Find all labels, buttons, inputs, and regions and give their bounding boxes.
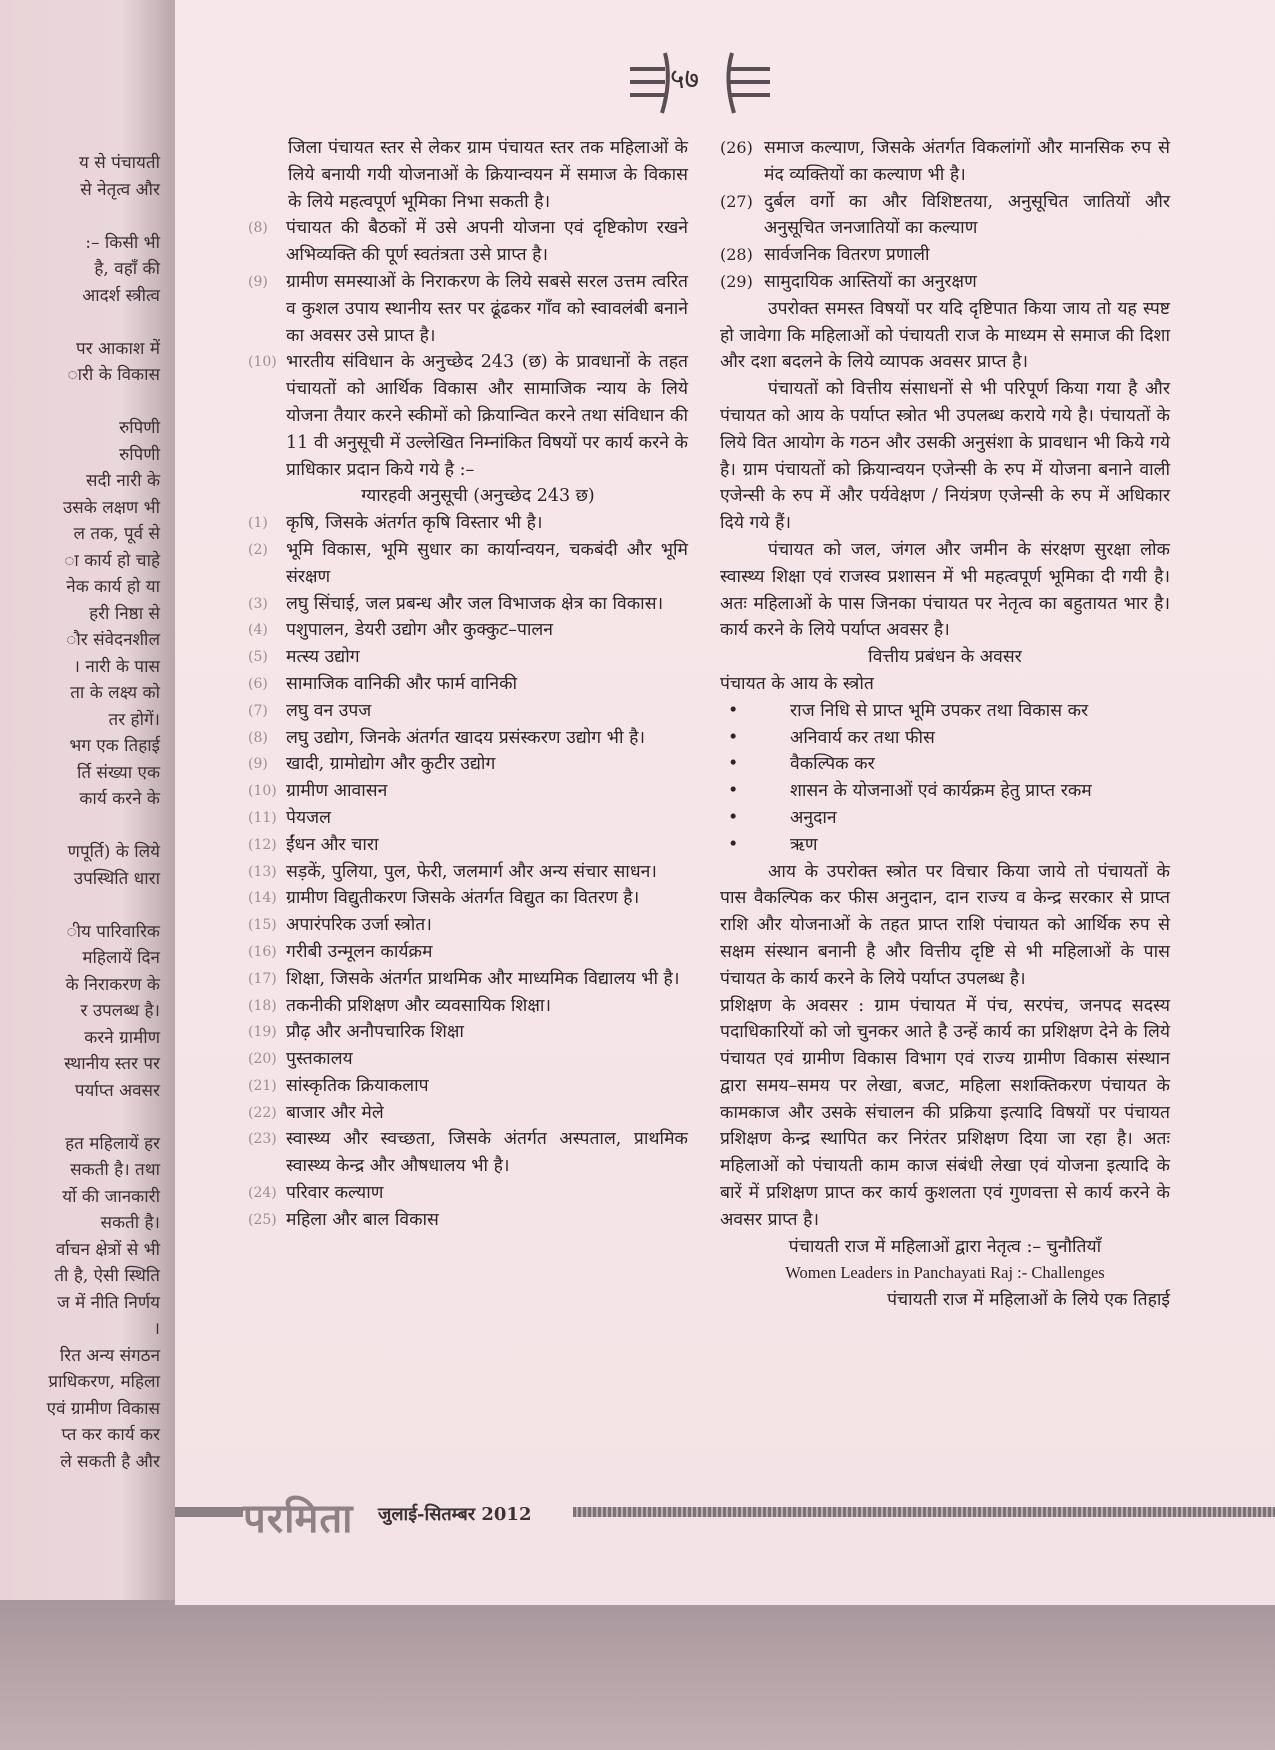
item-number: (29) bbox=[720, 271, 753, 291]
item-number: (8) bbox=[248, 729, 268, 746]
previous-page-line: हत महिलायें हर bbox=[65, 1133, 160, 1154]
item-number: (6) bbox=[248, 675, 268, 692]
previous-page-line: ारी के विकास bbox=[67, 365, 160, 385]
item-number: (18) bbox=[248, 997, 277, 1014]
previous-page-line: ल तक, पूर्व से bbox=[73, 524, 160, 544]
item-text: लघु उद्योग, जिनके अंतर्गत खादय प्रसंस्करण उद्योग भी है। bbox=[286, 727, 646, 748]
paragraph-5: प्रशिक्षण के अवसर : ग्राम पंचायत में पंच, सरपंच, जनपद सदस्य पदाधिकारियों को जो चुनकर आते है उन्हें कार्य का प्रशिक्षण देने के लिये पंचायत एवं ग्रामीण विकास विभाग एवं राज्य ग्रामीण विकास संस्थान द्वारा समय–समय पर लेखा, बजट, महिला सशक्तिकरण पंचायत के कामकाज और उसके संचालन की प्रक्रिया इत्यादि विषयों पर पंचायत प्रशिक्षण केन्द्र स्थापित कर निरंतर प्रशिक्षण दिया जा रहा है। अतः महिलाओं को पंचायती काम काज संबंधी लेखा एवं योजना इत्यादि के बारें में प्रशिक्षण प्राप्त कर कार्य कुशलता एवं गुणवत्ता से कार्य करने के अवसर प्राप्त है। bbox=[720, 995, 1170, 1230]
previous-page-line: सकती है। bbox=[100, 1213, 160, 1233]
item-number: (20) bbox=[248, 1051, 277, 1068]
intro-paragraph: जिला पंचायत स्तर से लेकर ग्राम पंचायत स्तर तक महिलाओं के लिये बनायी गयी योजनाओं के क्रियान्वयन में समाज के विकास के लिये महत्वपूर्ण भूमिका निभा सकती है। bbox=[288, 138, 688, 212]
page-number: ५७ bbox=[670, 62, 700, 95]
item-text: अपारंपरिक उर्जा स्त्रोत। bbox=[286, 915, 432, 936]
previous-page-line: एवं ग्रामीण विकास bbox=[46, 1398, 160, 1419]
item-number: (10) bbox=[248, 783, 277, 800]
item-text: पंचायत की बैठकों में उसे अपनी योजना एवं दृष्टिकोण रखने अभिव्यक्ति की पूर्ण स्वतंत्रता उसे प्राप्त है। bbox=[286, 218, 688, 266]
item-number: (10) bbox=[248, 354, 277, 371]
previous-page-line: र्ति संख्या एक bbox=[76, 762, 160, 783]
item-text: ग्रामीण समस्याओं के निराकरण के लिये सबसे सरल उत्तम त्वरित व कुशल उपाय स्थानीय स्तर पर ढूंढकर गाँव को स्वावलंबी बनाने का अवसर उसे प्राप्त है। bbox=[286, 271, 688, 346]
previous-page-line bbox=[0, 309, 170, 336]
list-item bbox=[248, 1073, 688, 1100]
list-item bbox=[248, 966, 688, 993]
previous-page-line: करने ग्रामीण bbox=[84, 1027, 160, 1048]
income-sources-list bbox=[720, 698, 1170, 859]
list-item bbox=[248, 939, 688, 966]
item-text: महिला और बाल विकास bbox=[286, 1209, 439, 1230]
previous-page-line bbox=[0, 203, 170, 230]
leadership-heading-english: Women Leaders in Panchayati Raj :- Challenges bbox=[785, 1263, 1105, 1283]
income-source-text: शासन के योजनाओं एवं कार्यक्रम हेतु प्राप्त रकम bbox=[790, 781, 1092, 802]
item-text: गरीबी उन्मूलन कार्यक्रम bbox=[286, 941, 433, 962]
bullet-icon: • bbox=[728, 834, 739, 855]
previous-page-line: हरी निष्ठा से bbox=[89, 603, 160, 624]
income-source-item bbox=[720, 751, 1170, 778]
previous-page-line: स्थानीय स्तर पर bbox=[64, 1054, 160, 1074]
item-number: (9) bbox=[248, 273, 268, 290]
schedule-heading: ग्यारहवी अनुसूची (अनुच्छेद 243 छ) bbox=[361, 486, 595, 507]
paragraph-3: पंचायत को जल, जंगल और जमीन के संरक्षण सुरक्षा लोक स्वास्थ्य शिक्षा एवं राजस्व प्रशासन में भी महत्वपूर्ण भूमिका दी गयी है। अतः महिलाओं के पास जिनका पंचायत पर नेतृत्व का बहुतायत भार है। कार्य करने के लिये पर्याप्त अवसर है। bbox=[720, 539, 1170, 641]
previous-page-line: के निराकरण के bbox=[65, 974, 160, 995]
magazine-logo: परमिता bbox=[243, 1495, 354, 1542]
previous-page-line: ीय पारिवारिक bbox=[66, 921, 160, 942]
schedule-list-continued bbox=[720, 135, 1170, 296]
previous-page-line: ती है, ऐसी स्थिति bbox=[54, 1266, 160, 1286]
list-item bbox=[720, 189, 1170, 243]
item-text: पुस्तकालय bbox=[286, 1049, 353, 1070]
item-text: खादी, ग्रामोद्योग और कुटीर उद्योग bbox=[286, 754, 496, 775]
previous-page-line: । bbox=[153, 1319, 160, 1339]
bullet-icon: • bbox=[728, 700, 739, 721]
list-item bbox=[248, 859, 688, 886]
list-item bbox=[248, 885, 688, 912]
list-item bbox=[248, 591, 688, 618]
item-text: सामाजिक वानिकी और फार्म वानिकी bbox=[286, 673, 518, 694]
item-number: (17) bbox=[248, 970, 277, 987]
item-text: भारतीय संविधान के अनुच्छेद 243 (छ) के प्रावधानों के तहत पंचायतों को आर्थिक विकास और सामाजिक न्याय के लिये योजना तैयार करने स्कीमों को क्रियान्वित करने तथा संविधान की 11 वी अनुसूची में उल्लेखित निम्नांकित विषयों पर कार्य करने के प्राधिकार प्रदान किये गये है :– bbox=[286, 352, 688, 480]
previous-page-line: ौर संवेदनशील bbox=[66, 630, 160, 650]
item-number: (5) bbox=[248, 649, 268, 666]
previous-page-line: ले सकती है और bbox=[60, 1451, 160, 1472]
previous-page-line: उसके लक्षण भी bbox=[62, 497, 160, 518]
previous-page-line: ज में नीति निर्णय bbox=[57, 1292, 160, 1313]
previous-page-line: तर होगें। bbox=[108, 709, 160, 730]
scan-background bbox=[0, 1600, 1275, 1750]
previous-page-line: भग एक तिहाई bbox=[69, 736, 160, 756]
item-number: (19) bbox=[248, 1024, 277, 1041]
list-item bbox=[248, 1100, 688, 1127]
previous-page-line: कार्य करने के bbox=[79, 789, 160, 809]
list-item bbox=[248, 725, 688, 752]
income-source-item bbox=[720, 805, 1170, 832]
item-number: (21) bbox=[248, 1077, 277, 1094]
list-item bbox=[248, 698, 688, 725]
previous-page-line: रुपिणी bbox=[119, 444, 160, 465]
item-number: (15) bbox=[248, 917, 277, 934]
item-text: प्रौढ़ और अनौपचारिक शिक्षा bbox=[286, 1022, 464, 1043]
finance-heading: वित्तीय प्रबंधन के अवसर bbox=[868, 647, 1022, 668]
item-number: (14) bbox=[248, 890, 277, 907]
item-number: (4) bbox=[248, 622, 268, 639]
item-number: (13) bbox=[248, 863, 277, 880]
item-number: (26) bbox=[720, 138, 753, 157]
income-source-item bbox=[720, 778, 1170, 805]
item-text: ग्रामीण विद्युतीकरण जिसके अंतर्गत विद्युत का वितरण है। bbox=[286, 888, 640, 909]
bullet-icon: • bbox=[728, 727, 739, 748]
previous-page-line: प्त कर कार्य कर bbox=[61, 1425, 160, 1445]
item-number: (28) bbox=[720, 245, 753, 265]
list-item bbox=[248, 269, 688, 349]
previous-page-line: पर्याप्त अवसर bbox=[74, 1080, 160, 1101]
list-item bbox=[720, 269, 1170, 296]
list-item bbox=[720, 135, 1170, 189]
income-source-text: वैकल्पिक कर bbox=[790, 754, 875, 775]
previous-page-line bbox=[0, 1104, 170, 1131]
item-text: दुर्बल वर्गो का और विशिष्टतया, अनुसूचित जातियों और अनुसूचित जनजातियों का कल्याण bbox=[764, 191, 1170, 239]
list-item bbox=[720, 242, 1170, 269]
item-number: (23) bbox=[248, 1131, 277, 1148]
item-number: (22) bbox=[248, 1104, 277, 1121]
item-text: कृषि, जिसके अंतर्गत कृषि विस्तार भी है। bbox=[286, 513, 543, 534]
income-source-item bbox=[720, 698, 1170, 725]
item-text: बाजार और मेले bbox=[286, 1102, 384, 1123]
income-heading: पंचायत के आय के स्त्रोत bbox=[720, 673, 874, 694]
previous-page-line: णपूर्ति) के लिये bbox=[67, 842, 160, 862]
previous-page-line bbox=[0, 813, 170, 840]
bullet-icon: • bbox=[728, 781, 739, 802]
income-source-item bbox=[720, 725, 1170, 752]
previous-page-line: उपस्थिति धारा bbox=[73, 868, 160, 889]
item-number: (1) bbox=[248, 515, 268, 532]
list-item bbox=[248, 1046, 688, 1073]
item-text: लघु वन उपज bbox=[286, 700, 372, 721]
schedule-list bbox=[248, 510, 688, 1234]
income-source-text: राज निधि से प्राप्त भूमि उपकर तथा विकास कर bbox=[790, 700, 1089, 721]
item-text: समाज कल्याण, जिसके अंतर्गत विकलांगों और मानसिक रुप से मंद व्यक्तियों का कल्याण भी है। bbox=[764, 138, 1170, 185]
list-item bbox=[248, 778, 688, 805]
item-text: सामुदायिक आस्तियों का अनुरक्षण bbox=[764, 271, 977, 292]
previous-page-line: र्यो की जानकारी bbox=[62, 1186, 160, 1207]
item-number: (2) bbox=[248, 541, 268, 558]
item-text: ईंधन और चारा bbox=[286, 834, 379, 855]
item-number: (16) bbox=[248, 943, 277, 960]
previous-page-line: सकती है। तथा bbox=[70, 1160, 160, 1180]
previous-page-line: आदर्श स्त्रीत्व bbox=[82, 285, 160, 306]
bullet-icon: • bbox=[728, 807, 739, 828]
income-source-item bbox=[720, 832, 1170, 859]
list-item bbox=[248, 912, 688, 939]
previous-page-line: से नेतृत्व और bbox=[80, 179, 160, 200]
previous-page-line: सदी नारी के bbox=[86, 471, 160, 491]
previous-page-line: रित अन्य संगठन bbox=[59, 1345, 160, 1366]
previous-page-line: ा कार्य हो चाहे bbox=[64, 550, 160, 571]
previous-page-line bbox=[0, 892, 170, 919]
header-ornament-icon bbox=[620, 45, 780, 115]
item-text: ग्रामीण आवासन bbox=[286, 781, 388, 802]
item-text: सांस्कृतिक क्रियाकलाप bbox=[286, 1075, 429, 1096]
bullet-icon: • bbox=[728, 754, 739, 775]
item-text: भूमि विकास, भूमि सुधार का कार्यान्वयन, चकबंदी और भूमि संरक्षण bbox=[286, 539, 688, 587]
previous-page-line: प्राधिकरण, महिला bbox=[48, 1372, 160, 1392]
previous-page-line: । नारी के पास bbox=[73, 656, 160, 677]
item-number: (24) bbox=[248, 1185, 277, 1202]
list-item bbox=[248, 349, 688, 483]
previous-page-line: महिलायें दिन bbox=[82, 948, 160, 968]
paragraph-2: पंचायतों को वित्तीय संसाधनों से भी परिपूर्ण किया गया है और पंचायत को आय के पर्याप्त स्त्रोत भी उपलब्ध कराये गये है। पंचायतों के लिये वित आयोग के गठन और उसकी अनुसंशा के प्रावधान भी किये गये है। ग्राम पंचायतों को क्रियान्वयन एजेन्सी के रुप में योजना बनाने वाली एजेन्सी के रुप में और पर्यवेक्षण / नियंत्रण एजेन्सी के रुप में अधिकार दिये गये हैं। bbox=[720, 379, 1170, 534]
list-item bbox=[248, 215, 688, 269]
item-number: (7) bbox=[248, 702, 268, 719]
left-column bbox=[248, 135, 688, 1234]
item-number: (27) bbox=[720, 191, 753, 211]
previous-page-line: रुपिणी bbox=[119, 418, 160, 438]
item-text: तकनीकी प्रशिक्षण और व्यवसायिक शिक्षा। bbox=[286, 995, 552, 1016]
item-number: (8) bbox=[248, 220, 268, 237]
list-item bbox=[248, 832, 688, 859]
item-text: स्वास्थ्य और स्वच्छता, जिसके अंतर्गत अस्पताल, प्राथमिक स्वास्थ्य केन्द्र और औषधालय भी है। bbox=[286, 1129, 688, 1177]
previous-page-line: है, वहाँ की bbox=[94, 259, 160, 279]
last-line: पंचायती राज में महिलाओं के लिये एक तिहाई bbox=[887, 1290, 1170, 1311]
list-item bbox=[248, 1126, 688, 1180]
page-footer bbox=[243, 1495, 1275, 1542]
paragraph-1: उपरोक्त समस्त विषयों पर यदि दृष्टिपात किया जाय तो यह स्पष्ट हो जावेगा कि महिलाओं को पंचायती राज के माध्यम से समाज की दिशा और दशा बदलने के लिये व्यापक अवसर प्राप्त है। bbox=[720, 298, 1170, 373]
previous-page-line: नेक कार्य हो या bbox=[66, 577, 160, 597]
issue-date: जुलाई-सितम्बर 2012 bbox=[378, 1504, 532, 1525]
item-number: (12) bbox=[248, 836, 277, 853]
item-text: लघु सिंचाई, जल प्रबन्ध और जल विभाजक क्षेत्र का विकास। bbox=[286, 593, 664, 614]
footer-rule bbox=[573, 1507, 1275, 1517]
item-text: मत्स्य उद्योग bbox=[286, 647, 360, 668]
item-number: (25) bbox=[248, 1211, 277, 1228]
previous-page-line: ता के लक्ष्य को bbox=[70, 683, 160, 703]
list-item bbox=[248, 751, 688, 778]
list-item bbox=[248, 1180, 688, 1207]
income-source-text: ऋण bbox=[790, 834, 818, 855]
income-source-text: अनिवार्य कर तथा फीस bbox=[790, 727, 935, 748]
page-header bbox=[620, 45, 780, 115]
item-text: सार्वजनिक वितरण प्रणाली bbox=[764, 245, 930, 266]
list-item bbox=[248, 993, 688, 1020]
list-item bbox=[248, 805, 688, 832]
item-text: परिवार कल्याण bbox=[286, 1183, 384, 1204]
item-text: पशुपालन, डेयरी उद्योग और कुक्कुट–पालन bbox=[286, 620, 554, 641]
list-item bbox=[248, 671, 688, 698]
item-number: (3) bbox=[248, 595, 268, 612]
previous-page-line: र उपलब्ध है। bbox=[80, 1001, 160, 1021]
item-number: (9) bbox=[248, 756, 268, 773]
list-item bbox=[248, 537, 688, 591]
list-item bbox=[248, 1207, 688, 1234]
list-item bbox=[248, 1019, 688, 1046]
previous-page-line bbox=[0, 389, 170, 416]
leadership-heading: पंचायती राज में महिलाओं द्वारा नेतृत्व :– चुनौतियाँ bbox=[788, 1236, 1102, 1257]
item-text: पेयजल bbox=[286, 807, 331, 828]
income-source-text: अनुदान bbox=[790, 807, 837, 828]
list-item bbox=[248, 617, 688, 644]
paragraph-4: आय के उपरोक्त स्त्रोत पर विचार किया जाये तो पंचायतों के पास वैकल्पिक कर फीस अनुदान, दान राज्य व केन्द्र सरकार से प्राप्त राशि और योजनाओं के तहत प्राप्त राशि पंचायत को आर्थिक रुप से सक्षम संस्थान बनानी है और वित्तीय दृष्टि से भी महिलाओं के पास पंचायत के कार्य करने के लिये पर्याप्त उपलब्ध है। bbox=[720, 861, 1170, 989]
points-list bbox=[248, 215, 688, 483]
previous-page-line: :– किसी भी bbox=[85, 232, 160, 253]
previous-page-text bbox=[0, 150, 170, 1475]
list-item bbox=[248, 644, 688, 671]
right-column bbox=[720, 135, 1170, 1314]
item-text: शिक्षा, जिसके अंतर्गत प्राथमिक और माध्यमिक विद्यालय भी है। bbox=[286, 968, 680, 989]
footer-rule-left bbox=[175, 1507, 243, 1517]
previous-page-line: य से पंचायती bbox=[79, 153, 160, 173]
item-number: (11) bbox=[248, 809, 277, 826]
previous-page-line: पर आकाश में bbox=[76, 338, 160, 359]
previous-page-line: र्वाचन क्षेत्रों से भी bbox=[55, 1239, 160, 1260]
list-item bbox=[248, 510, 688, 537]
item-text: सड़कें, पुलिया, पुल, फेरी, जलमार्ग और अन्य संचार साधन। bbox=[286, 861, 657, 882]
